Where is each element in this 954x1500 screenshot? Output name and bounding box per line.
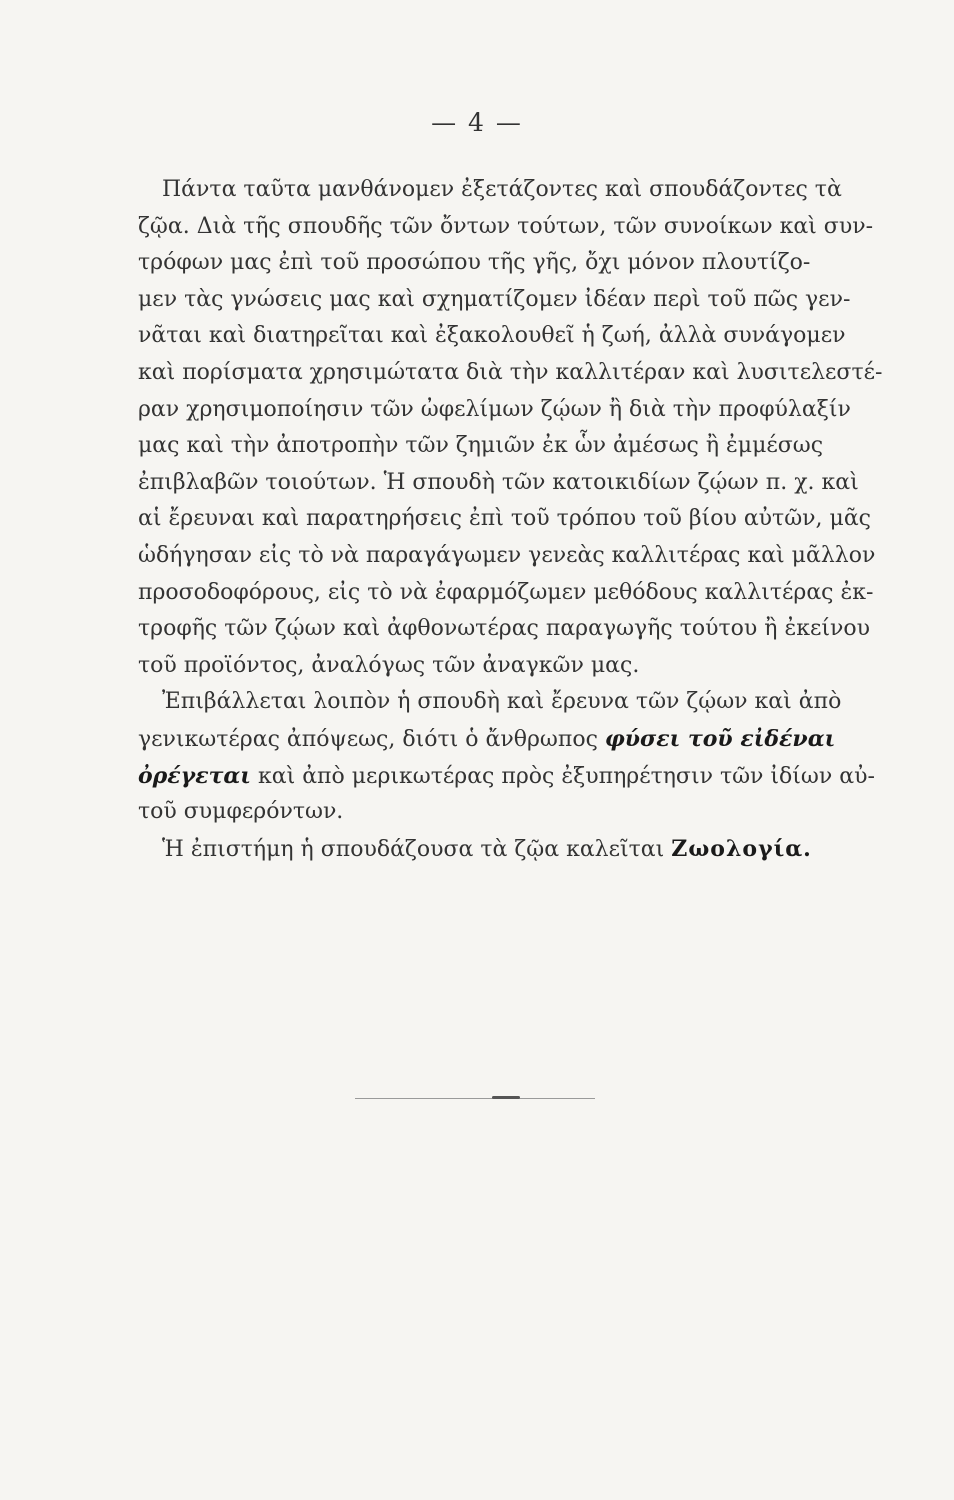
defined-term: Ζωολογία. — [671, 835, 812, 862]
text-line: ζῷα. Διὰ τῆς σπουδῆς τῶν ὄντων τούτων, τῶν συνοίκων καὶ συν- — [138, 213, 874, 239]
text-run: γενικωτέρας ἀπόψεως, διότι ὁ ἄνθρωπος — [138, 726, 598, 752]
text-line: μεν τὰς γνώσεις μας καὶ σχηματίζομεν ἰδέαν περὶ τοῦ πῶς γεν- — [138, 286, 851, 312]
text-line: τρόφων μας ἐπὶ τοῦ προσώπου τῆς γῆς, ὄχι μόνον πλουτίζο- — [138, 250, 811, 276]
text-line: προσοδοφόρους, εἰς τὸ νὰ ἐφαρμόζωμεν μεθόδους καλλιτέρας ἐκ- — [138, 579, 874, 605]
emphasis-phrase: φύσει τοῦ εἰδέναι — [604, 725, 836, 752]
text-line: αἱ ἔρευναι καὶ παρατηρήσεις ἐπὶ τοῦ τρόπου τοῦ βίου αὐτῶν, μᾶς — [138, 506, 871, 532]
text-line: τροφῆς τῶν ζῴων καὶ ἀφθονωτέρας παραγωγῆς τούτου ἢ ἐκείνου — [138, 616, 871, 642]
text-line: ἐπιβλαβῶν τοιούτων. Ἡ σπουδὴ τῶν κατοικιδίων ζῴων π. χ. καὶ — [138, 469, 859, 495]
text-run: Ἡ ἐπιστήμη ἡ σπουδάζουσα τὰ ζῷα καλεῖται — [162, 836, 665, 862]
text-line: Ἐπιβάλλεται λοιπὸν ἡ σπουδὴ καὶ ἔρευνα τῶν ζῴων καὶ ἀπὸ — [162, 689, 842, 715]
text-line: νᾶται καὶ διατηρεῖται καὶ ἐξακολουθεῖ ἡ ζωή, ἀλλὰ συνάγομεν — [138, 323, 846, 349]
body-text — [138, 172, 883, 867]
divider-ornament — [492, 1096, 520, 1099]
text-line: Πάντα ταῦτα μανθάνομεν ἐξετάζοντες καὶ σπουδάζοντες τὰ — [162, 177, 842, 202]
text-line: ὡδήγησαν εἰς τὸ νὰ παραγάγωμεν γενεὰς καλλιτέρας καὶ μᾶλλον — [138, 542, 876, 568]
text-line: καὶ πορίσματα χρησιμώτατα διὰ τὴν καλλιτέραν καὶ λυσιτελεστέ- — [138, 359, 883, 385]
emphasis-phrase: ὀρέγεται — [138, 762, 251, 789]
text-line: μας καὶ τὴν ἀποτροπὴν τῶν ζημιῶν ἐκ ὧν ἀμέσως ἢ ἐμμέσως — [138, 433, 824, 459]
text-line — [138, 831, 812, 868]
text-line: ραν χρησιμοποίησιν τῶν ὠφελίμων ζῴων ἢ διὰ τὴν προφύλαξίν — [138, 396, 851, 422]
section-divider — [355, 1098, 595, 1099]
text-line: τοῦ προϊόντος, ἀναλόγως τῶν ἀναγκῶν μας. — [138, 652, 640, 678]
text-line — [138, 758, 875, 795]
text-line: τοῦ συμφερόντων. — [138, 799, 344, 825]
text-run: καὶ ἀπὸ μερικωτέρας πρὸς ἐξυπηρέτησιν τῶν ἰδίων αὐ- — [257, 763, 875, 789]
text-line — [138, 721, 836, 758]
page-number: — 4 — — [431, 108, 523, 137]
